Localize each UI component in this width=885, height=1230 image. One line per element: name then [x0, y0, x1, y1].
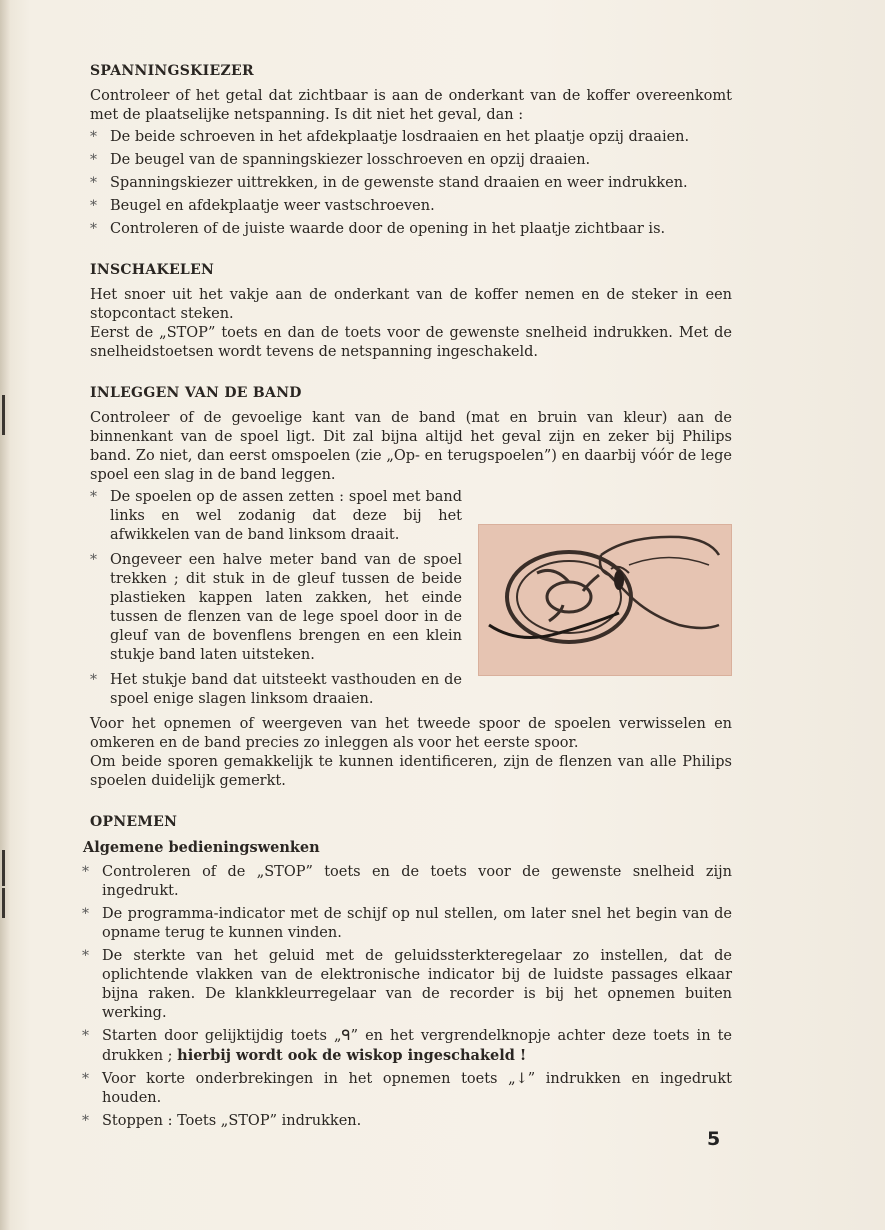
- inschakelen-text-1: Het snoer uit het vakje aan de onderkant van de koffer nemen en de steker in een stopcontact steken.: [90, 287, 732, 322]
- list-item: * Stoppen : Toets „STOP” indrukken.: [82, 1113, 362, 1129]
- asterisk-icon: *: [90, 129, 97, 145]
- list-item: * Spanningskiezer uittrekken, in de gewenste stand draaien en weer indrukken.: [90, 175, 688, 191]
- asterisk-icon: *: [90, 489, 97, 505]
- list-item: * De beide schroeven in het afdekplaatje losdraaien en het plaatje opzij draaien.: [90, 129, 690, 145]
- heading-opnemen: OPNEMEN: [90, 814, 178, 830]
- inleggen-after-1: Voor het opnemen of weergeven van het tweede spoor de spoelen verwisselen en omkeren en de band precies zo inleggen als voor het eerste spoor.: [90, 716, 732, 751]
- list-item: * De beugel van de spanningskiezer losschroeven en opzij draaien.: [90, 152, 591, 168]
- asterisk-icon: *: [82, 1071, 89, 1087]
- section-opnemen: [78, 813, 732, 1131]
- asterisk-icon: *: [90, 672, 97, 688]
- binding-mark: [2, 850, 5, 886]
- inschakelen-text-2: Eerst de „STOP” toets en dan de toets voor de gewenste snelheid indrukken. Met de snelheidstoetsen wordt tevens de netspanning ingeschakeld.: [90, 325, 732, 360]
- asterisk-icon: *: [90, 552, 97, 568]
- page-edge: [0, 0, 10, 1230]
- warning-text: hierbij wordt ook de wiskop ingeschakeld !: [177, 1047, 527, 1064]
- inleggen-after-2: Om beide sporen gemakkelijk te kunnen identificeren, zijn de flenzen van alle Philips spoelen duidelijk gemerkt.: [90, 754, 732, 789]
- asterisk-icon: *: [82, 948, 89, 964]
- spanning-intro: Controleer of het getal dat zichtbaar is aan de onderkant van de koffer overeenkomt met de plaatselijke netspanning. Is dit niet het geval, dan :: [90, 88, 732, 123]
- heading-spanningskiezer: SPANNINGSKIEZER: [90, 63, 254, 79]
- list-item: * De sterkte van het geluid met de geluidssterkteregelaar zo instellen, dat de oplichtende vlakken van de elektronische indicator bij de luidste passages elkaar bijna raken. De klankkleurregelaar van de recorder is bij het opnemen buiten werking.: [82, 948, 732, 1021]
- asterisk-icon: *: [90, 198, 97, 214]
- section-inschakelen: [78, 261, 732, 362]
- page-number: 5: [707, 1128, 721, 1150]
- inleggen-intro: Controleer of de gevoelige kant van de band (mat en bruin van kleur) aan de binnenkant van de spoel ligt. Dit zal bijna altijd het geval zijn en zeker bij Philips band. Zo niet, dan eerst omspoelen (zie „Op- en terugspoelen”) en daarbij vóór de lege spoel een slag in de band leggen.: [90, 410, 732, 483]
- list-item: * Controleren of de „STOP” toets en de toets voor de gewenste snelheid zijn ingedrukt.: [82, 864, 732, 899]
- reel-illustration: [478, 524, 732, 676]
- subheading-bedieningswenken: Algemene bedieningswenken: [83, 839, 320, 856]
- asterisk-icon: *: [82, 1028, 89, 1044]
- list-item: * Starten door gelijktijdig toets „ᑫ” en het vergrendelknopje achter deze toets in te drukken ; hierbij wordt ook de wiskop ingeschakeld !: [82, 1028, 732, 1064]
- section-inleggen: [78, 384, 732, 791]
- asterisk-icon: *: [90, 221, 97, 237]
- list-item: * Beugel en afdekplaatje weer vastschroeven.: [90, 198, 435, 214]
- list-item: * Voor korte onderbrekingen in het opnemen toets „↓” indrukken en ingedrukt houden.: [82, 1071, 732, 1106]
- heading-inleggen: INLEGGEN VAN DE BAND: [90, 385, 302, 401]
- tape-reel-hand-icon: [479, 525, 731, 675]
- spanning-steps: [78, 128, 732, 239]
- asterisk-icon: *: [82, 1113, 89, 1129]
- list-item: * Het stukje band dat uitsteekt vasthouden en de spoel enige slagen linksom draaien.: [90, 672, 462, 707]
- opnemen-steps: [78, 863, 732, 1131]
- asterisk-icon: *: [82, 906, 89, 922]
- section-spanningskiezer: [78, 62, 732, 239]
- list-item: * Ongeveer een halve meter band van de spoel trekken ; dit stuk in de gleuf tussen de beide plastieken kappen laten zakken, het einde tussen de flenzen van de lege spoel door in de gleuf van de bovenflens brengen en een klein stukje band laten uitsteken.: [90, 552, 462, 663]
- list-item: * De programma-indicator met de schijf op nul stellen, om later snel het begin van de opname terug te kunnen vinden.: [82, 906, 732, 941]
- page-content: [78, 62, 732, 1153]
- heading-inschakelen: INSCHAKELEN: [90, 262, 215, 278]
- asterisk-icon: *: [90, 175, 97, 191]
- list-item: * De spoelen op de assen zetten : spoel met band links en wel zodanig dat deze bij het afwikkelen van de band linksom draait.: [90, 489, 462, 543]
- asterisk-icon: *: [82, 864, 89, 880]
- asterisk-icon: *: [90, 152, 97, 168]
- list-item: * Controleren of de juiste waarde door de opening in het plaatje zichtbaar is.: [90, 221, 666, 237]
- binding-mark: [2, 395, 5, 435]
- binding-mark: [2, 888, 5, 918]
